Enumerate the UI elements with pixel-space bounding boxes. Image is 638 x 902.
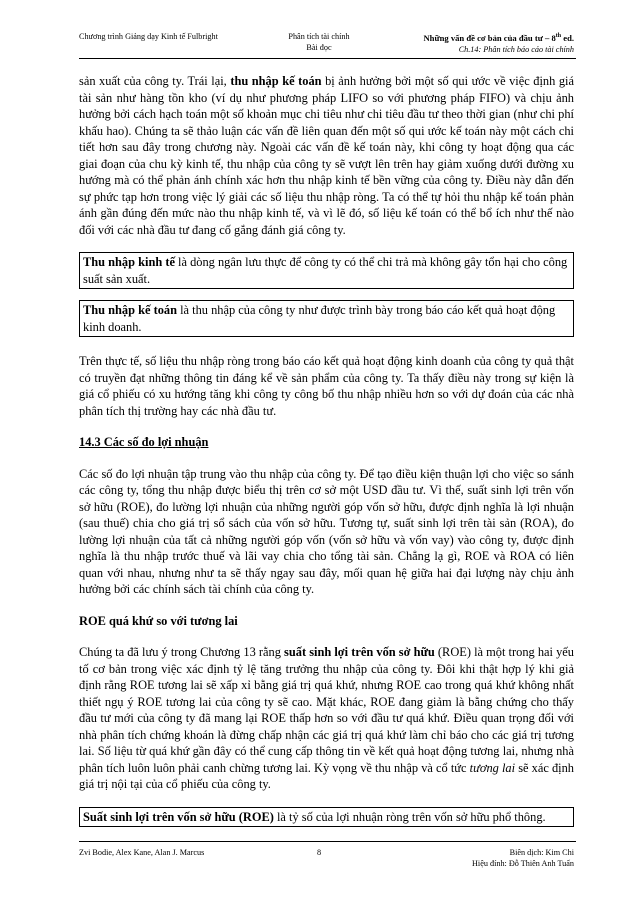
- section-heading: 14.3 Các số đo lợi nhuận: [79, 435, 209, 449]
- footer-editor: Hiệu đính: Đỗ Thiên Anh Tuấn: [472, 859, 574, 868]
- header-chapter-title: Ch.14: Phân tích báo cáo tài chính: [458, 44, 574, 54]
- header-book-info: [423, 31, 574, 55]
- paragraph-accounting-income: sản xuất của công ty. Trái lại, thu nhập kế toán bị ảnh hưởng bởi một số qui ước về việc định giá tài sản như hàng tồn kho (ví dụ như phương pháp LIFO so với phương pháp FIFO) và chịu ảnh hưởng bởi cách hạch toán một số khoản mục chi tiêu như chi tiêu đầu tư theo thời gian (như chi phí khấu hao). Chúng ta sẽ thảo luận các vấn đề liên quan đến một số qui ước kế toán này một cách chi tiết hơn sau đây trong chương này. Ngoài các vấn đề kế toán này, khi công ty hoạt động qua các giai đoạn của chu kỳ kinh tế, thu nhập của công ty sẽ vượt lên trên hay giảm xuống dưới đường xu hướng mà có thể phản ánh chính xác hơn thu nhập kinh tế bền vững của công ty. Điều này dẫn đến sự phức tạp hơn trong việc lý giải các số liệu thu nhập ròng. Ta có thể tự hỏi thu nhập kế toán phản ánh gần đúng đến mức nào thu nhập kinh tế, và vì lẽ đó, số liệu kế toán có thể bổ ích như thế nào đối với các nhà đầu tư đang cố gắng đánh giá công ty.: [79, 74, 575, 237]
- header-book-title: Những vấn đề cơ bản của đầu tư – 8th ed.: [423, 32, 574, 43]
- header-reading-label: Bài đọc: [306, 43, 332, 52]
- footer-authors: Zvi Bodie, Alex Kane, Alan J. Marcus: [79, 848, 205, 857]
- paragraph-past-vs-future-roe: Chúng ta đã lưu ý trong Chương 13 rằng suất sinh lợi trên vốn sở hữu (ROE) là một trong hai yếu tố cơ bản trong việc xác định tỷ lệ tăng trưởng thu nhập của công ty. Đôi khi thật hợp lý khi giả định rằng ROE tương lai sẽ xấp xỉ bằng giá trị quá khứ, nhưng ROE cao trong quá khứ không nhất thiết ngụ ý ROE tương lai của công ty sẽ cao. Mặt khác, ROE đang giảm là bằng chứng cho thấy đầu tư mới của công ty đã mang lại ROE thấp hơn so với đầu tư quá khứ. Điều quan trọng đối với nhà phân tích chứng khoán là đừng chấp nhận các giá trị quá khứ làm chỉ báo cho các giá trị tương lai. Số liệu từ quá khứ gần đây có thể cung cấp thông tin về kết quả hoạt động tương lai, nhưng nhà phân tích luôn luôn phải canh chừng tương lai. Kỳ vọng về thu nhập và cổ tức tương lai sẽ xác định giá trị nội tại của cổ phiếu của công ty.: [79, 645, 574, 791]
- paragraph-net-income-information: Trên thực tế, số liệu thu nhập ròng trong báo cáo kết quả hoạt động kinh doanh của công ty quả thật có truyền đạt những thông tin đáng kể về sản phẩm của công ty. Ta thấy điều này trong sự kiện là giá cổ phiếu có xu hướng tăng khi công ty công bố thu nhập nhiều hơn so với dự đoán của các nhà phân tích thị trường hay các nhà đầu tư.: [79, 354, 574, 418]
- definition-text: là thu nhập của công ty như được trình bày trong báo cáo kết quả hoạt động kinh doanh.: [83, 303, 556, 334]
- header-rule: [79, 58, 576, 59]
- definition-term: Suất sinh lợi trên vốn sở hữu (ROE): [83, 809, 274, 824]
- definition-text: là dòng ngân lưu thực để công ty có thể chi trả mà không gây tổn hại cho công suất sản xuất.: [83, 255, 568, 286]
- page-number: 8: [316, 848, 322, 857]
- definition-box-accounting-earnings: [79, 300, 574, 337]
- footer-credits: [472, 847, 574, 869]
- subsection-heading: ROE quá khứ so với tương lai: [79, 613, 238, 628]
- footer-translator: Biên dịch: Kim Chi: [509, 848, 574, 857]
- definition-box-economic-earnings: [79, 252, 574, 289]
- definition-term: Thu nhập kế toán: [83, 303, 178, 317]
- paragraph-profitability-measures: Các số đo lợi nhuận tập trung vào thu nhập của công ty. Để tạo điều kiện thuận lợi cho việc so sánh các công ty, tổng thu nhập được biểu thị trên cơ sở một USD đầu tư. Vì thế, suất sinh lợi trên vốn sở hữu (ROE), đo lường lợi nhuận của những người góp vốn sở hữu, được định nghĩa là lợi nhuận (sau thuế) chia cho giá trị sổ sách của vốn sở hữu. Tương tự, suất sinh lợi trên tài sản (ROA), đo lường lợi nhuận của tất cả những người góp vốn (vốn sở hữu và vốn vay) vào công ty, được định nghĩa là thu nhập trước thuế và lãi vay chia cho tổng tài sản. Chẳng lạ gì, ROE và ROA có liên quan với nhau, nhưng như ta sẽ thấy ngay sau đây, mối quan hệ giữa hai đại lượng này chịu ảnh hưởng bởi các chính sách tài chính của công ty.: [79, 466, 574, 596]
- definition-text: là tỷ số của lợi nhuận ròng trên vốn sở hữu phổ thông.: [273, 809, 546, 824]
- footer-rule: [79, 841, 576, 842]
- definition-term: Thu nhập kinh tế: [83, 255, 175, 269]
- definition-box-roe: [79, 807, 574, 828]
- header-program-name: Chương trình Giảng dạy Kinh tế Fulbright: [79, 32, 218, 41]
- page-body: [79, 73, 574, 836]
- header-course-name: Phân tích tài chính: [288, 32, 350, 41]
